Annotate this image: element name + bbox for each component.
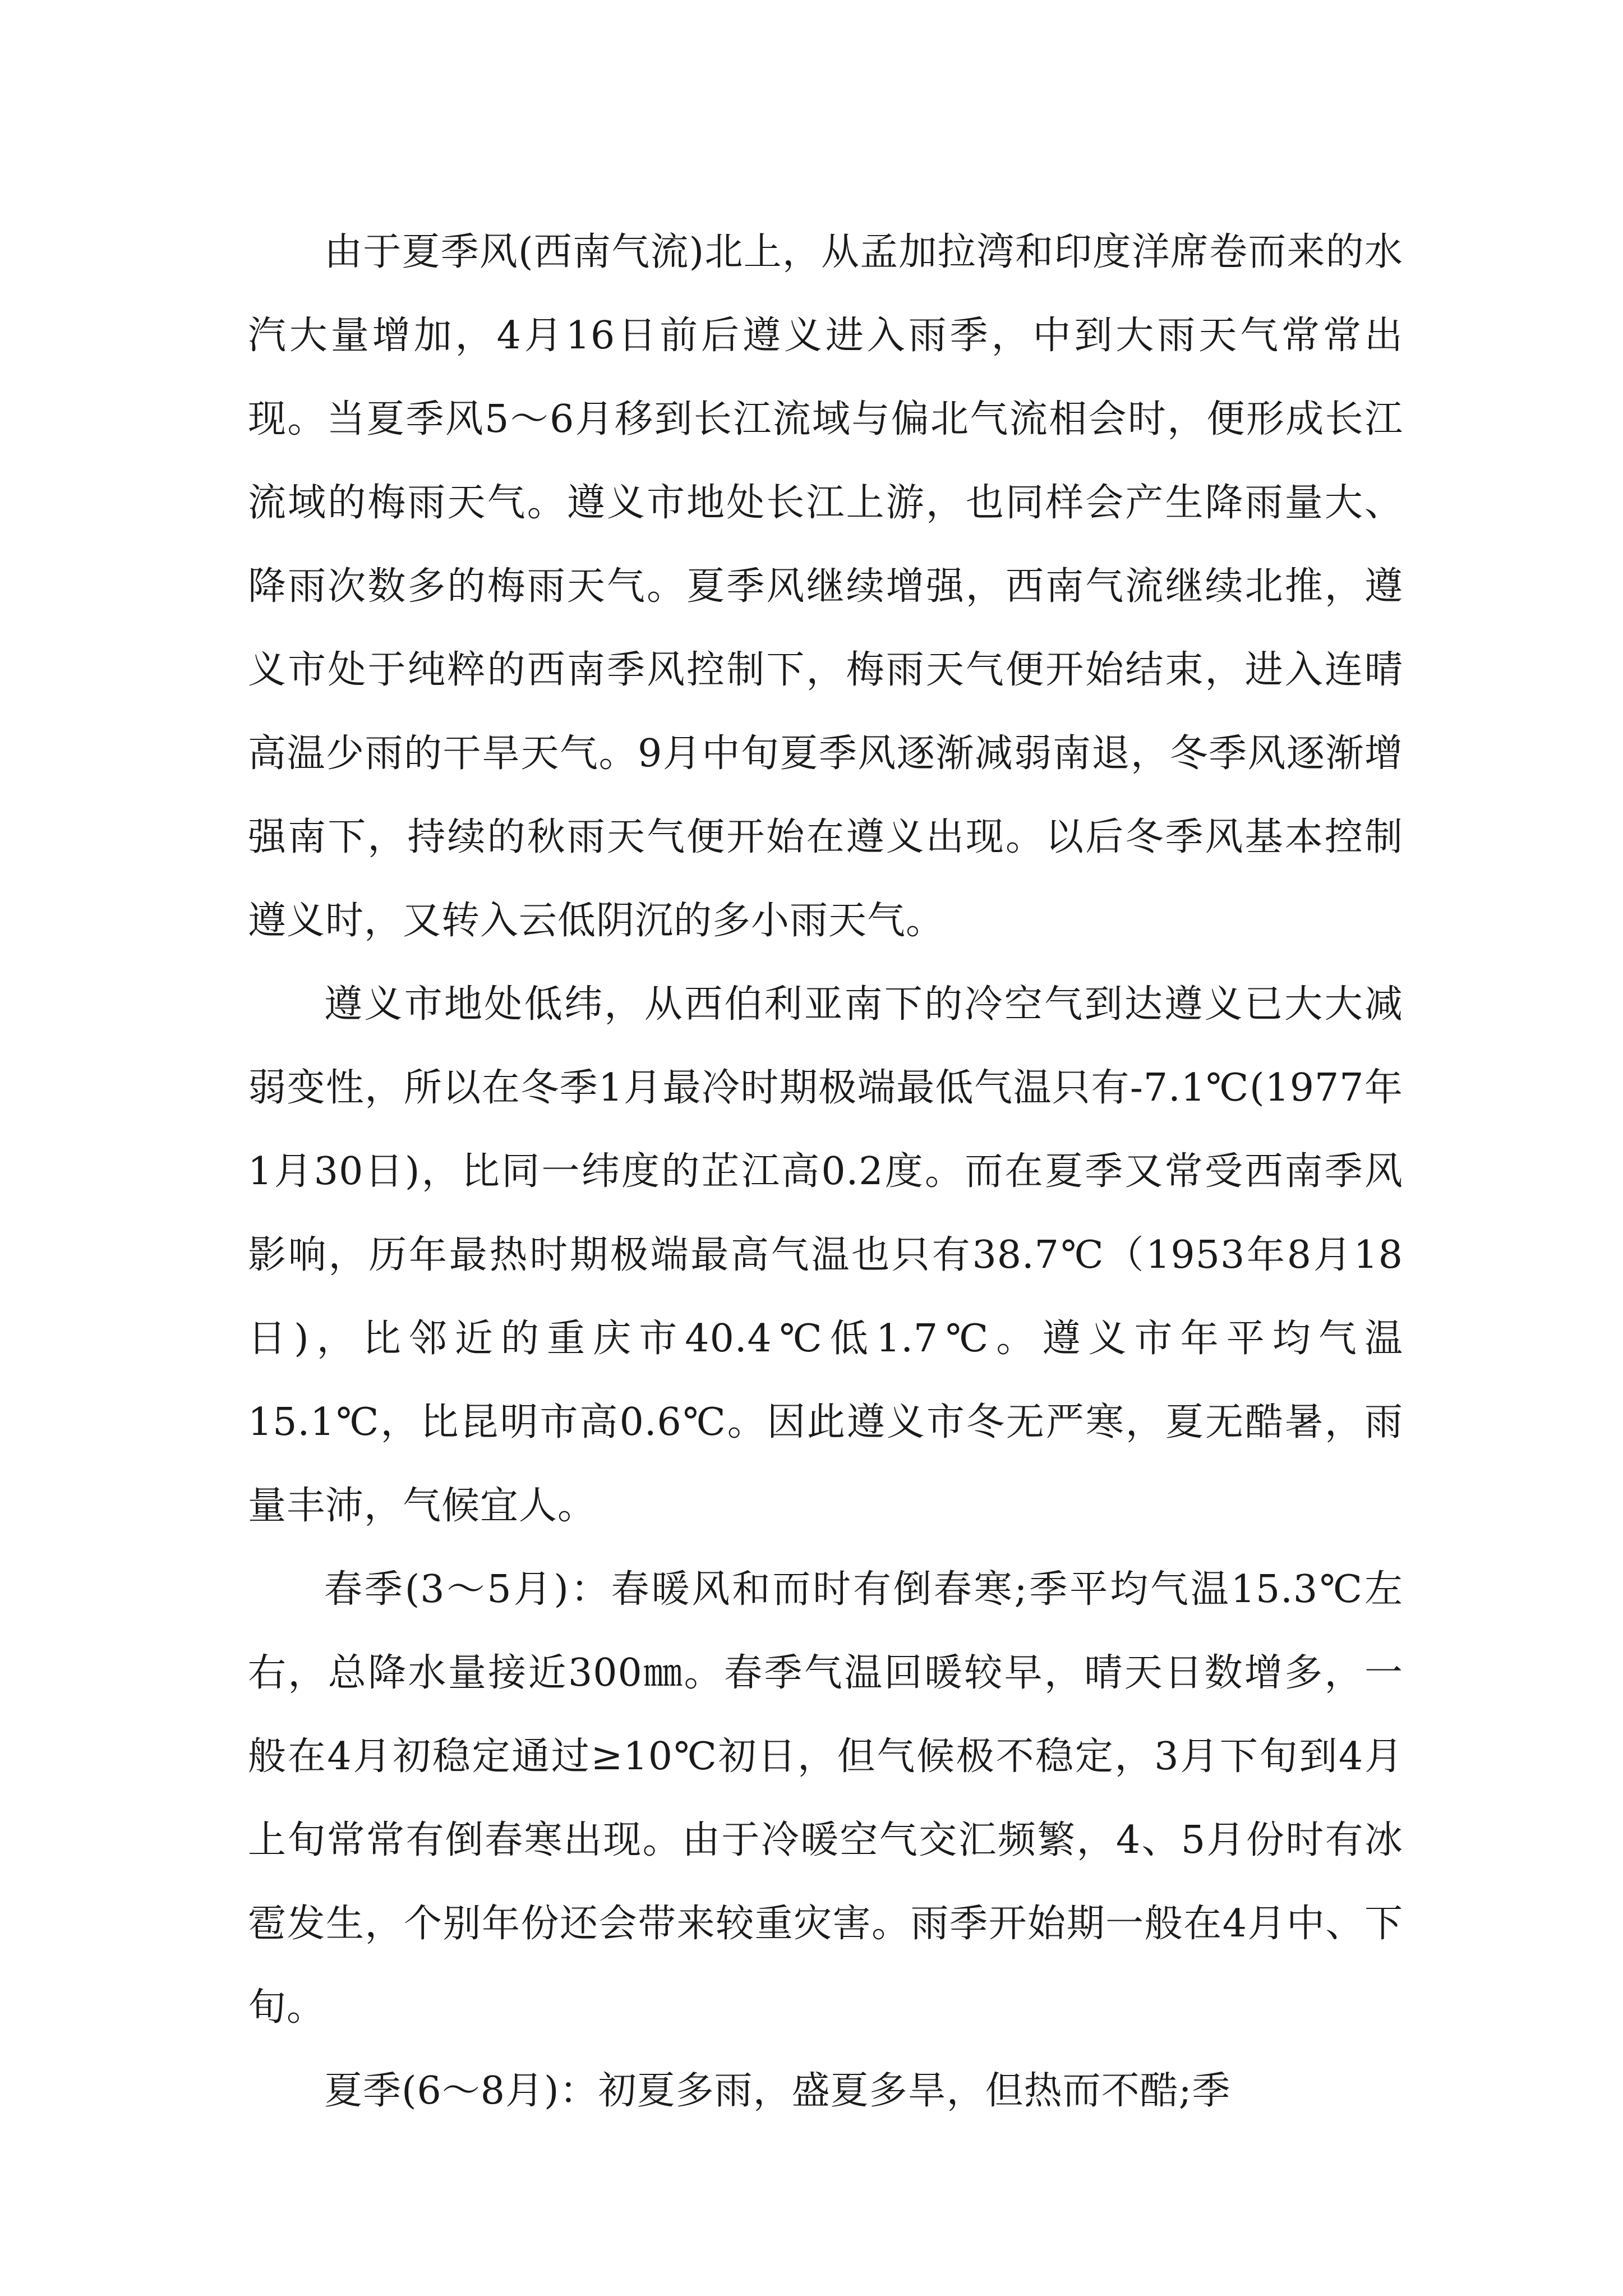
paragraph-temperature-extremes: 遵义市地处低纬，从西伯利亚南下的冷空气到达遵义已大大减弱变性，所以在冬季1月最冷时期极端最低气温只有-7.1℃(1977年1月30日)，比同一纬度的芷江高0.2度。而在夏季又常受西南季风影响，历年最热时期极端最高气温也只有38.7℃（1953年8月18日)，比邻近的重庆市40.4℃低1.7℃。遵义市年平均气温15.1℃，比昆明市高0.6℃。因此遵义市冬无严寒，夏无酷暑，雨量丰沛，气候宜人。	[248, 982, 1403, 1528]
paragraph-summer: 夏季(6～8月)：初夏多雨，盛夏多旱，但热而不酷;季	[324, 2069, 1231, 2113]
document-body	[248, 210, 1403, 2133]
paragraph-summer-monsoon: 由于夏季风(西南气流)北上，从孟加拉湾和印度洋席卷而来的水汽大量增加，4月16日前后遵义进入雨季，中到大雨天气常常出现。当夏季风5～6月移到长江流域与偏北气流相会时，便形成长江流域的梅雨天气。遵义市地处长江上游，也同样会产生降雨量大、降雨次数多的梅雨天气。夏季风继续增强，西南气流继续北推，遵义市处于纯粹的西南季风控制下，梅雨天气便开始结束，进入连晴高温少雨的干旱天气。9月中旬夏季风逐渐减弱南退，冬季风逐渐增强南下，持续的秋雨天气便开始在遵义出现。以后冬季风基本控制遵义时，又转入云低阴沉的多小雨天气。	[248, 230, 1403, 943]
paragraph-spring: 春季(3～5月)：春暖风和而时有倒春寒;季平均气温15.3℃左右，总降水量接近300㎜。春季气温回暖较早，晴天日数增多，一般在4月初稳定通过≥10℃初日，但气候极不稳定，3月下旬到4月上旬常常有倒春寒出现。由于冷暖空气交汇频繁，4、5月份时有冰雹发生，个别年份还会带来较重灾害。雨季开始期一般在4月中、下旬。	[248, 1567, 1403, 2030]
